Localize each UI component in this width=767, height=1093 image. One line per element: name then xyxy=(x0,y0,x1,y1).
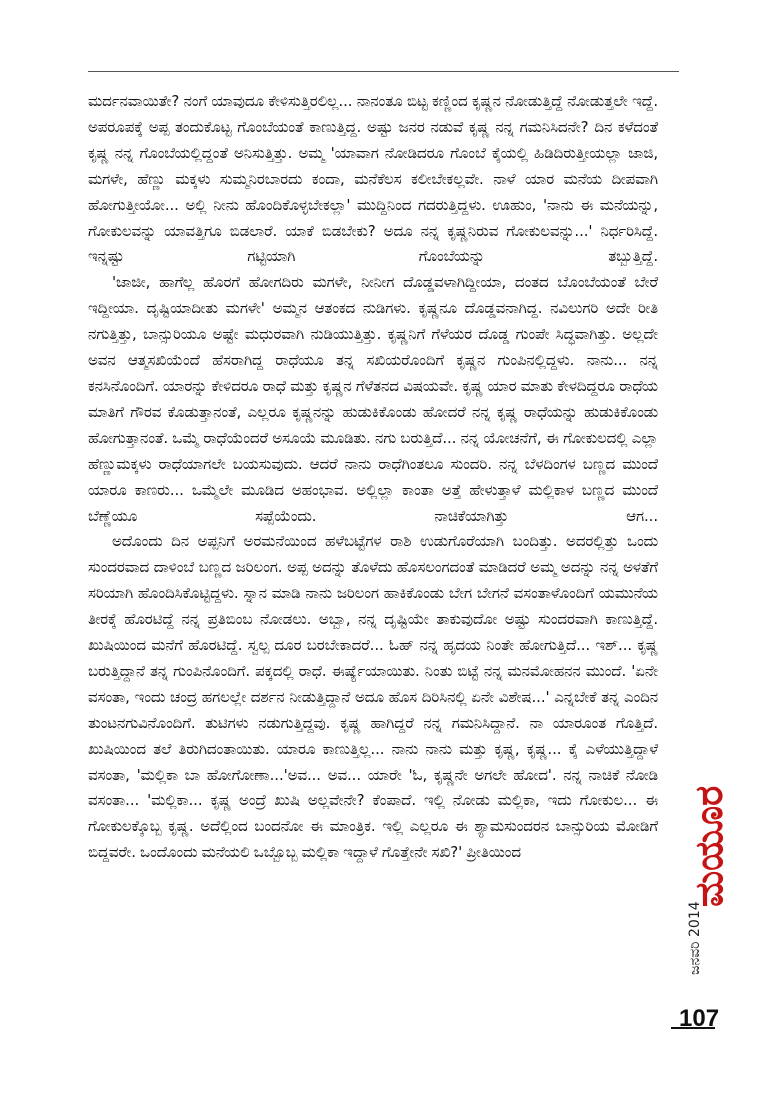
sidebar-branding xyxy=(671,785,731,1000)
paragraph-3: ಅದೊಂದು ದಿನ ಅಪ್ಪನಿಗೆ ಅರಮನೆಯಿಂದ ಹಳೆಬಟ್ಟೆಗಳ ರಾಶಿ ಉಡುಗೊರೆಯಾಗಿ ಬಂದಿತ್ತು. ಅದರಲ್ಲಿತ್ತು ಒಂದು ಸುಂದರವಾದ ದಾಳಿಂಬೆ ಬಣ್ಣದ ಜರಿಲಂಗ. ಅಪ್ಪ ಅದನ್ನು ತೊಳೆದು ಹೊಸಲಂಗದಂತೆ ಮಾಡಿದರೆ ಅಮ್ಮ ಅದನ್ನು ನನ್ನ ಅಳತೆಗೆ ಸರಿಯಾಗಿ ಹೊಂದಿಸಿಕೊಟ್ಟಿದ್ದಳು. ಸ್ನಾನ ಮಾಡಿ ನಾನು ಜರಿಲಂಗ ಹಾಕಿಕೊಂಡು ಬೇಗ ಬೇಗನೆ ವಸಂತಾಳೊಂದಿಗೆ ಯಮುನೆಯ ತೀರಕ್ಕೆ ಹೊರಟಿದ್ದೆ ನನ್ನ ಪ್ರತಿಬಿಂಬ ನೋಡಲು. ಅಬ್ಬಾ, ನನ್ನ ದೃಷ್ಟಿಯೇ ತಾಕುವುದೋ ಅಷ್ಟು ಸುಂದರವಾಗಿ ಕಾಣುತ್ತಿದ್ದೆ. ಖುಷಿಯಿಂದ ಮನೆಗೆ ಹೊರಟಿದ್ದೆ. ಸ್ವಲ್ಪ ದೂರ ಬರಬೇಕಾದರೆ... ಓಹ್ ನನ್ನ ಹೃದಯ ನಿಂತೇ ಹೋಗುತ್ತಿದೆ... ಇಶ್... ಕೃಷ್ಣ ಬರುತ್ತಿದ್ದಾನೆ ತನ್ನ ಗುಂಪಿನೊಂದಿಗೆ. ಪಕ್ಕದಲ್ಲಿ ರಾಧೆ. ಈರ್ಷ್ಯೆಯಾಯಿತು. ನಿಂತು ಬಿಟ್ಟೆ ನನ್ನ ಮನಮೋಹನನ ಮುಂದೆ. 'ಏನೇ ವಸಂತಾ, ಇಂದು ಚಂದ್ರ ಹಗಲಲ್ಲೇ ದರ್ಶನ ನೀಡುತ್ತಿದ್ದಾನೆ ಅದೂ ಹೊಸ ದಿರಿಸಿನಲ್ಲಿ ಏನೇ ವಿಶೇಷ...' ಎನ್ನಬೇಕೆ ತನ್ನ ಎಂದಿನ ತುಂಟನಗುವಿನೊಂದಿಗೆ. ತುಟಿಗಳು ನಡುಗುತ್ತಿದ್ದವು. ಕೃಷ್ಣ ಹಾಗಿದ್ದರೆ ನನ್ನ ಗಮನಿಸಿದ್ದಾನೆ. ನಾ ಯಾರೂಂತ ಗೊತ್ತಿದೆ. ಖುಷಿಯಿಂದ ತಲೆ ತಿರುಗಿದಂತಾಯಿತು. ಯಾರೂ ಕಾಣುತ್ತಿಲ್ಲ... ನಾನು ನಾನು ಮತ್ತು ಕೃಷ್ಣ, ಕೃಷ್ಣ... ಕೈ ಎಳೆಯುತ್ತಿದ್ದಾಳೆ ವಸಂತಾ, 'ಮಲ್ಲಿಕಾ ಬಾ ಹೋಗೋಣಾ...'ಅವ... ಅವ... ಯಾರೇ 'ಓ, ಕೃಷ್ಣನೇ ಅಗಲೇ ಹೋದ'. ನನ್ನ ನಾಚಿಕೆ ನೋಡಿ ವಸಂತಾ... 'ಮಲ್ಲಿಕಾ... ಕೃಷ್ಣ ಅಂದ್ರೆ ಖುಷಿ ಅಲ್ಲವೇನೇ? ಕೆಂಪಾದೆ. ಇಲ್ಲಿ ನೋಡು ಮಲ್ಲಿಕಾ, ಇದು ಗೋಕುಲ... ಈ ಗೋಕುಲಕ್ಕೊಬ್ಬ ಕೃಷ್ಣ. ಅದೆಲ್ಲಿಂದ ಬಂದನೋ ಈ ಮಾಂತ್ರಿಕ. ಇಲ್ಲಿ ಎಲ್ಲರೂ ಈ ಶ್ಯಾಮಸುಂದರನ ಬಾನ್ಸುರಿಯ ಮೋಡಿಗೆ ಬಿದ್ದವರೇ. ಒಂದೊಂದು ಮನೆಯಲಿ ಒಬ್ಬೊಬ್ಬ ಮಲ್ಲಿಕಾ ಇದ್ದಾಳೆ ಗೊತ್ತೇನೇ ಸಖಿ?' ಪ್ರೀತಿಯಿಂದ xyxy=(88,532,658,862)
magazine-logo: ಮಯೂರ xyxy=(687,785,731,907)
article-body xyxy=(88,89,658,866)
paragraph-1: ಮರ್ದನವಾಯಿತೇ? ನಂಗೆ ಯಾವುದೂ ಕೇಳಿಸುತ್ತಿರಲಿಲ್ಲ... ನಾನಂತೂ ಬಿಟ್ಟ ಕಣ್ಣಿಂದ ಕೃಷ್ಣನ ನೋಡುತ್ತಿದ್ದೆ ನೋಡುತ್ತಲೇ ಇದ್ದೆ. ಅಪರೂಪಕ್ಕೆ ಅಪ್ಪ ತಂದುಕೊಟ್ಟ ಗೊಂಬೆಯಂತೆ ಕಾಣುತ್ತಿದ್ದ. ಅಷ್ಟು ಜನರ ನಡುವೆ ಕೃಷ್ಣ ನನ್ನ ಗಮನಿಸಿದನೇ? ದಿನ ಕಳೆದಂತೆ ಕೃಷ್ಣ ನನ್ನ ಗೊಂಬೆಯಲ್ಲಿದ್ದಂತೆ ಅನಿಸುತ್ತಿತ್ತು. ಅಮ್ಮ 'ಯಾವಾಗ ನೋಡಿದರೂ ಗೊಂಬೆ ಕೈಯಲ್ಲಿ ಹಿಡಿದಿರುತ್ತೀಯಲ್ಲಾ ಜಾಜಿ, ಮಗಳೇ, ಹೆಣ್ಣು ಮಕ್ಕಳು ಸುಮ್ಮನಿರಬಾರದು ಕಂದಾ, ಮನೆಕೆಲಸ ಕಲೀಬೇಕಲ್ಲವೇ. ನಾಳೆ ಯಾರ ಮನೆಯ ದೀಪವಾಗಿ ಹೋಗುತ್ತೀಯೋ... ಅಲ್ಲಿ ನೀನು ಹೊಂದಿಕೊಳ್ಳಬೇಕಲ್ಲಾ' ಮುದ್ದಿನಿಂದ ಗದರುತ್ತಿದ್ದಳು. ಊಹುಂ, 'ನಾನು ಈ ಮನೆಯನ್ನು, ಗೋಕುಲವನ್ನು ಯಾವತ್ತಿಗೂ ಬಿಡಲಾರೆ. ಯಾಕೆ ಬಿಡಬೇಕು? ಅದೂ ನನ್ನ ಕೃಷ್ಣನಿರುವ ಗೋಕುಲವನ್ನು...' ನಿರ್ಧರಿಸಿದ್ದೆ. ಇನ್ನಷ್ಟು ಗಟ್ಟಿಯಾಗಿ ಗೊಂಬೆಯನ್ನು ತಬ್ಬುತ್ತಿದ್ದೆ. xyxy=(88,92,658,266)
top-rule xyxy=(88,71,679,72)
issue-date: ಜನವರಿ 2014 xyxy=(687,901,703,975)
bottom-rule xyxy=(671,1027,715,1029)
paragraph-2: 'ಜಾಜೀ, ಹಾಗೆಲ್ಲ ಹೊರಗೆ ಹೋಗದಿರು ಮಗಳೇ, ನೀನೀಗ ದೊಡ್ಡವಳಾಗಿದ್ದೀಯಾ, ದಂತದ ಬೊಂಬೆಯಂತೆ ಬೇರೆ ಇದ್ದೀಯಾ. ದೃಷ್ಟಿಯಾದೀತು ಮಗಳೇ' ಅಮ್ಮನ ಆತಂಕದ ನುಡಿಗಳು. ಕೃಷ್ಣನೂ ದೊಡ್ಡವನಾಗಿದ್ದ. ನವಿಲುಗರಿ ಅದೇ ರೀತಿ ನಗುತ್ತಿತ್ತು, ಬಾನ್ಸುರಿಯೂ ಅಷ್ಟೇ ಮಧುರವಾಗಿ ನುಡಿಯುತ್ತಿತ್ತು. ಕೃಷ್ಣನಿಗೆ ಗೆಳೆಯರ ದೊಡ್ಡ ಗುಂಪೇ ಸಿದ್ಧವಾಗಿತ್ತು. ಅಲ್ಲದೇ ಅವನ ಆತ್ಮಸಖಿಯೆಂದೆ ಹೆಸರಾಗಿದ್ದ ರಾಧೆಯೂ ತನ್ನ ಸಖಿಯರೊಂದಿಗೆ ಕೃಷ್ಣನ ಗುಂಪಿನಲ್ಲಿದ್ದಳು. ನಾನು... ನನ್ನ ಕನಸಿನೊಂದಿಗೆ. ಯಾರನ್ನು ಕೇಳಿದರೂ ರಾಧೆ ಮತ್ತು ಕೃಷ್ಣನ ಗೆಳೆತನದ ವಿಷಯವೇ. ಕೃಷ್ಣ ಯಾರ ಮಾತು ಕೇಳದಿದ್ದರೂ ರಾಧೆಯ ಮಾತಿಗೆ ಗೌರವ ಕೊಡುತ್ತಾನಂತೆ, ಎಲ್ಲರೂ ಕೃಷ್ಣನನ್ನು ಹುಡುಕಿಕೊಂಡು ಹೋದರೆ ನನ್ನ ಕೃಷ್ಣ ರಾಧೆಯನ್ನು ಹುಡುಕಿಕೊಂಡು ಹೋಗುತ್ತಾನಂತೆ. ಒಮ್ಮೆ ರಾಧೆಯೆಂದರೆ ಅಸೂಯೆ ಮೂಡಿತು. ನಗು ಬರುತ್ತಿದೆ... ನನ್ನ ಯೋಚನೆಗೆ, ಈ ಗೋಕುಲದಲ್ಲಿ ಎಲ್ಲಾ ಹೆಣ್ಣುಮಕ್ಕಳು ರಾಧೆಯಾಗಲೇ ಬಯಸುವುದು. ಆದರೆ ನಾನು ರಾಧೆಗಿಂತಲೂ ಸುಂದರಿ. ನನ್ನ ಬೆಳದಿಂಗಳ ಬಣ್ಣದ ಮುಂದೆ ಯಾರೂ ಕಾಣರು... ಒಮ್ಮೆಲೇ ಮೂಡಿದ ಅಹಂಭಾವ. ಅಲ್ಲಿಲ್ಲಾ ಕಾಂತಾ ಅತ್ತೆ ಹೇಳುತ್ತಾಳೆ ಮಲ್ಲಿಕಾಳ ಬಣ್ಣದ ಮುಂದೆ ಬೆಣ್ಣೆಯೂ ಸಪ್ಪೆಯೆಂದು. ನಾಚಿಕೆಯಾಗಿತ್ತು ಆಗ... xyxy=(88,273,658,525)
page-number: 107 xyxy=(679,1005,720,1032)
